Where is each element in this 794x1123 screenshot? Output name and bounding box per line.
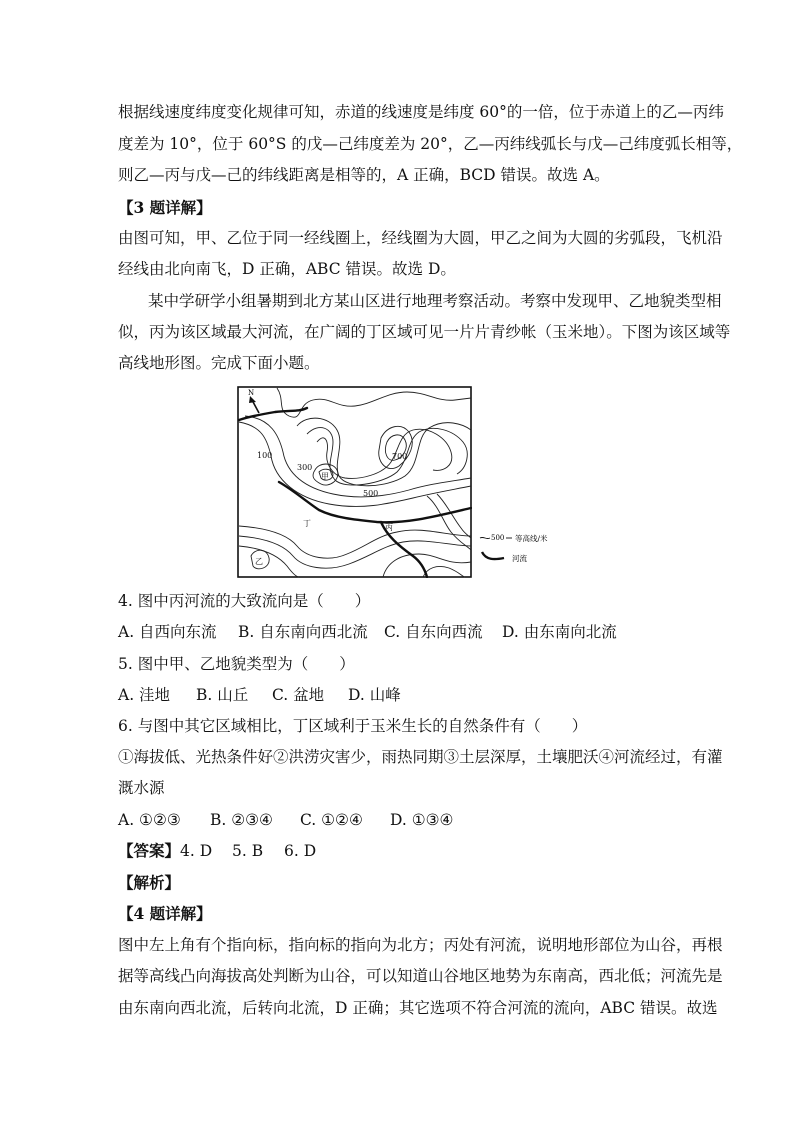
text-line: 似，丙为该区域最大河流，在广阔的丁区域可见一片片青纱帐（玉米地）。下图为该区域等 (118, 323, 731, 341)
svg-text:700: 700 (392, 452, 408, 461)
map-legend (478, 526, 578, 566)
option-b: B. 山丘 (196, 686, 249, 704)
question-4-stem: 4. 图中丙河流的大致流向是（ ） (118, 592, 371, 610)
svg-text:500: 500 (363, 489, 379, 498)
question-6-conditions: ①海拔低、光热条件好②洪涝灾害少，雨热同期③土层深厚，土壤肥沃④河流经过，有灌 (118, 748, 723, 766)
section-heading: 【4 题详解】 (118, 904, 212, 923)
question-6-options (118, 810, 453, 830)
question-6-conditions: 溉水源 (118, 779, 165, 797)
svg-text:300: 300 (297, 463, 313, 472)
section-heading: 【3 题详解】 (118, 198, 212, 217)
answer-item: 4. D (180, 842, 213, 860)
svg-text:500: 500 (491, 534, 505, 542)
text-line: 由图可知，甲、乙位于同一经线圈上，经线圈为大圆，甲乙之间为大圆的劣弧段，飞机沿 (118, 229, 723, 247)
question-5-stem: 5. 图中甲、乙地貌类型为（ ） (118, 655, 355, 673)
question-4-options (118, 622, 617, 642)
text-line: 据等高线凸向海拔高处判断为山谷，可以知道山谷地区地势为东南高，西北低；河流先是 (118, 967, 723, 985)
option-a: A. 洼地 (118, 686, 171, 704)
answer-label: 【答案】 (118, 841, 181, 860)
option-d: D. ①③④ (390, 811, 454, 829)
svg-text:乙: 乙 (255, 557, 263, 566)
option-c: C. 盆地 (272, 686, 325, 704)
svg-text:100: 100 (257, 451, 273, 460)
svg-text:N: N (248, 389, 255, 397)
svg-text:丁: 丁 (303, 519, 311, 528)
option-b: B. 自东南向西北流 (238, 623, 368, 641)
option-a: A. ①②③ (118, 811, 181, 829)
text-line: 经线由北向南飞，D 正确，ABC 错误。故选 D。 (118, 260, 456, 278)
answer-line (118, 841, 316, 861)
svg-text:河流: 河流 (512, 554, 527, 563)
option-c: C. ①②④ (300, 811, 363, 829)
option-c: C. 自东向西流 (384, 623, 483, 641)
svg-text:甲: 甲 (321, 472, 329, 481)
option-d: D. 由东南向北流 (502, 623, 617, 641)
svg-text:等高线/米: 等高线/米 (515, 534, 548, 543)
option-a: A. 自西向东流 (118, 623, 217, 641)
text-line: 某中学研学小组暑期到北方某山区进行地理考察活动。考察中发现甲、乙地貌类型相 (148, 292, 722, 310)
text-line: 由东南向西北流，后转向北流，D 正确；其它选项不符合河流的流向，ABC 错误。故选 (118, 999, 718, 1017)
text-line: 根据线速度纬度变化规律可知，赤道的线速度是纬度 60°的一倍，位于赤道上的乙—丙纬 (118, 103, 724, 121)
contour-map (237, 386, 472, 578)
question-5-options (118, 685, 401, 705)
text-line: 高线地形图。完成下面小题。 (118, 354, 320, 372)
text-line: 图中左上角有个指向标，指向标的指向为北方；丙处有河流，说明地形部位为山谷，再根 (118, 936, 723, 954)
question-6-stem: 6. 与图中其它区域相比，丁区域利于玉米生长的自然条件有（ ） (118, 717, 588, 735)
analysis-heading: 【解析】 (118, 873, 181, 892)
answer-item: 5. B (232, 842, 264, 860)
option-b: B. ②③④ (210, 811, 273, 829)
option-d: D. 山峰 (348, 686, 401, 704)
text-line: 度差为 10°，位于 60°S 的戊—己纬度差为 20°，乙—丙纬线弧长与戊—己纬度弧长相等， (118, 135, 743, 153)
answer-item: 6. D (284, 842, 317, 860)
text-line: 则乙—丙与戊—己的纬线距离是相等的，A 正确，BCD 错误。故选 A。 (118, 166, 610, 184)
svg-text:丙: 丙 (385, 523, 393, 532)
